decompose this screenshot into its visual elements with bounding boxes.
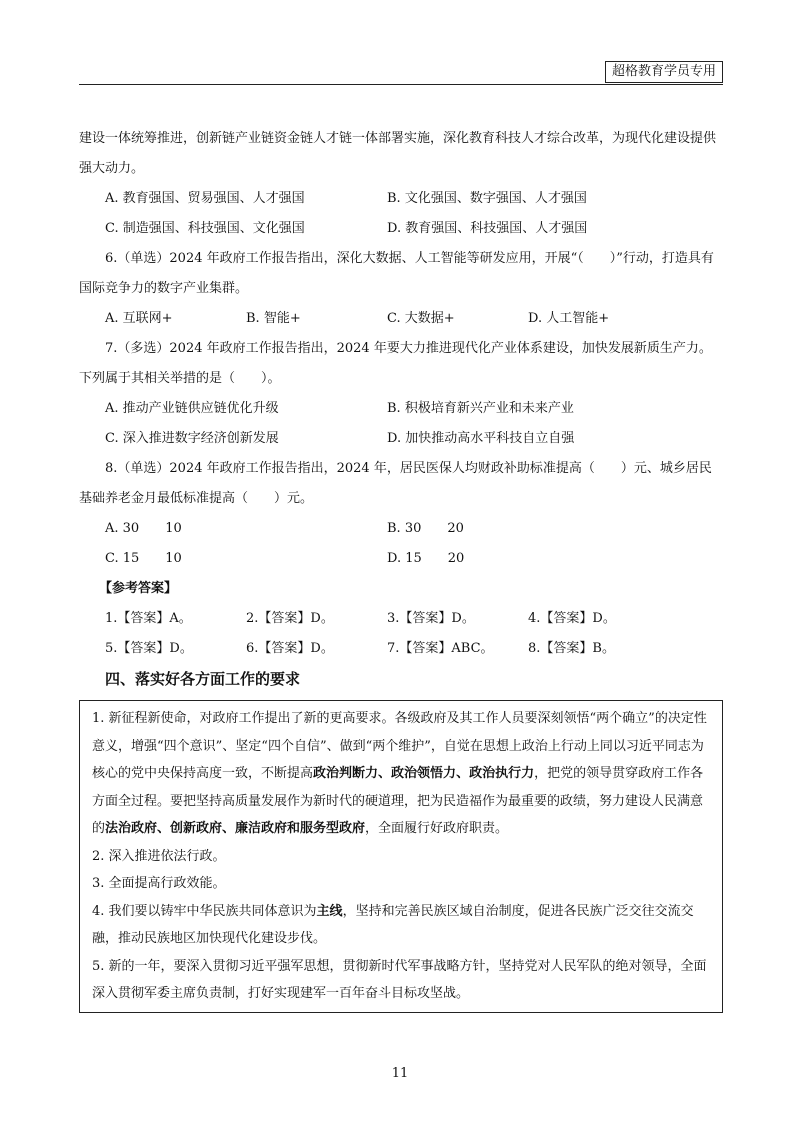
item4-text-c: ，坚持和完善民族区域自治制度，促进各民族广泛交往交流交融，推动民族地区加快现代化建设步伐。 <box>92 903 694 946</box>
q7-options-row1 <box>79 394 723 424</box>
q7-option-d: D. 加快推动高水平科技自立自强 <box>387 431 575 446</box>
q6-stem: 6.（单选）2024 年政府工作报告指出，深化大数据、人工智能等研发应用，开展“（ ）”行动，打造具有国际竞争力的数字产业集群。 <box>79 251 714 296</box>
q7-option-c: C. 深入推进数字经济创新发展 <box>105 431 279 446</box>
item1-sep-2: 、 <box>456 766 470 781</box>
q7-option-b: B. 积极培育新兴产业和未来产业 <box>387 401 574 416</box>
content <box>79 124 723 1013</box>
answer-8: 8.【答案】B。 <box>528 641 615 656</box>
q8-option-b: B. 30 20 <box>387 521 464 536</box>
q7-options-row2 <box>79 424 723 454</box>
q5-option-c: C. 制造强国、科技强国、文化强国 <box>105 221 305 236</box>
q5-options-row1 <box>79 184 723 214</box>
item1-bold-2: 政治领悟力 <box>391 766 457 781</box>
item1-bold-1: 政治判断力 <box>313 766 379 781</box>
q5-option-b: B. 文化强国、数字强国、人才强国 <box>387 191 587 206</box>
q7-stem: 7.（多选）2024 年政府工作报告指出，2024 年要大力推进现代化产业体系建设，加快发展新质生产力。下列属于其相关举措的是（ ）。 <box>79 341 712 386</box>
page-number: 11 <box>391 1066 409 1081</box>
answer-4: 4.【答案】D。 <box>528 611 616 626</box>
answer-3: 3.【答案】D。 <box>387 611 475 626</box>
answers-row-2 <box>79 634 723 664</box>
answer-6: 6.【答案】D。 <box>246 641 334 656</box>
q6-option-a: A. 互联网+ <box>105 311 173 326</box>
answer-2: 2.【答案】D。 <box>246 611 334 626</box>
item1-bold-3: 政治执行力 <box>469 766 535 781</box>
q8-option-c: C. 15 10 <box>105 551 182 566</box>
q8-option-d: D. 15 20 <box>387 551 465 566</box>
summary-box <box>79 700 723 1013</box>
q6-options <box>79 304 723 334</box>
q8-options-row2 <box>79 544 723 574</box>
item1-text-e: ，全面履行好政府职责。 <box>365 821 509 836</box>
q8-option-a: A. 30 10 <box>105 521 182 536</box>
summary-item-5: 5. 新的一年，要深入贯彻习近平强军思想，贯彻新时代军事战略方针，坚持党对人民军队的绝对领导，全面深入贯彻军委主席负责制，打好实现建军一百年奋斗目标攻坚战。 <box>92 958 707 1001</box>
q6-option-b: B. 智能+ <box>246 311 301 326</box>
item1-text-a: 1. 新征程新使命，对政府工作提出了新的更高要求。各级政府及其工作人员要深刻领悟“两个确立”的决定性意义，增强“四个意识”、坚定“四个自信”、做到“两个维护”，自觉在思想上政治上行动上同以习近平同志为核心的党中央保持高度一致，不断提高 <box>92 711 707 781</box>
item4-text-a: 4. 我们要以铸牢中华民族共同体意识为 <box>92 903 317 919</box>
item1-text-c: ，把党的领导贯穿政府工作各方面全过程。要把坚持高质量发展作为新时代的硬道理，把为民造福作为最重要的政绩，努力建设人民满意的 <box>92 766 704 836</box>
header-tag: 超格教育学员专用 <box>605 61 723 83</box>
q8-options-row1 <box>79 514 723 544</box>
q5-options-row2 <box>79 214 723 244</box>
summary-item-1 <box>92 705 712 843</box>
answers-title: 【参考答案】 <box>99 581 178 596</box>
q5-option-d: D. 教育强国、科技强国、人才强国 <box>387 221 588 236</box>
q6-option-d: D. 人工智能+ <box>528 311 610 326</box>
q6-option-c: C. 大数据+ <box>387 311 455 326</box>
answer-5: 5.【答案】D。 <box>105 641 193 656</box>
section-title: 四、落实好各方面工作的要求 <box>105 670 301 688</box>
item1-sep-1: 、 <box>378 766 392 781</box>
answer-1: 1.【答案】A。 <box>105 611 192 626</box>
q5-option-a: A. 教育强国、贸易强国、人才强国 <box>105 191 305 206</box>
q5-continuation: 建设一体统筹推进，创新链产业链资金链人才链一体部署实施，深化教育科技人才综合改革，为现代化建设提供强大动力。 <box>79 131 717 176</box>
summary-item-2: 2. 深入推进依法行政。 <box>92 848 226 864</box>
header-divider <box>79 84 723 85</box>
q8-stem: 8.（单选）2024 年政府工作报告指出，2024 年，居民医保人均财政补助标准提高（ ）元、城乡居民基础养老金月最低标准提高（ ）元。 <box>79 461 712 506</box>
item1-bold-4: 法治政府、创新政府、廉洁政府和服务型政府 <box>105 821 366 836</box>
answers-row-1 <box>79 604 723 634</box>
q7-option-a: A. 推动产业链供应链优化升级 <box>105 401 279 416</box>
answer-7: 7.【答案】ABC。 <box>387 641 494 656</box>
summary-item-4 <box>92 898 712 953</box>
summary-item-3: 3. 全面提高行政效能。 <box>92 876 226 891</box>
item4-bold: 主线 <box>316 903 343 919</box>
